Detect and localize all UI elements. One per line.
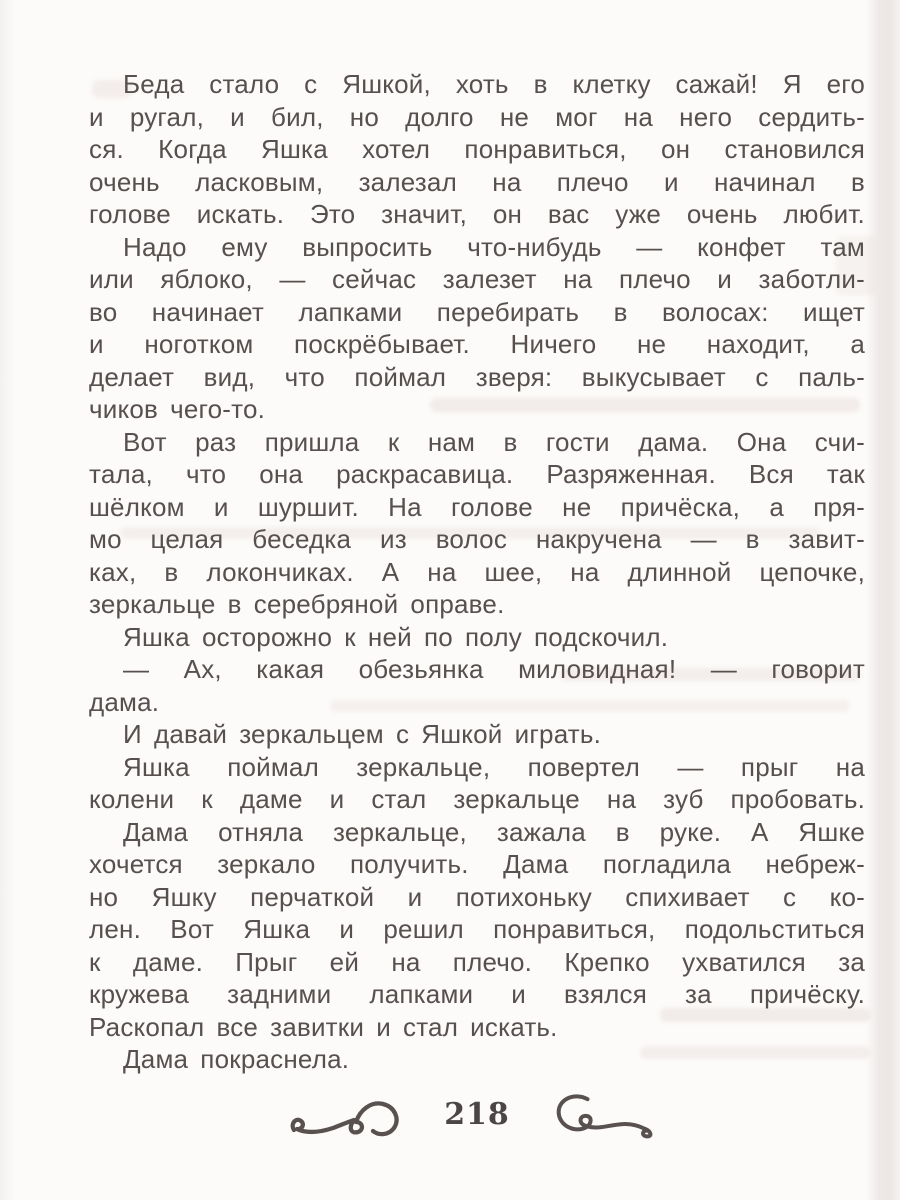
paragraph — [89, 426, 865, 621]
text-line: или яблоко, — сейчас залезет на плечо и заботли- — [89, 264, 865, 294]
text-line: лен. Вот Яшка и решил понравиться, подольститься — [89, 914, 865, 944]
text-line: дама. — [89, 686, 160, 717]
text-line: во начинает лапками перебирать в волосах: ищет — [89, 296, 865, 327]
paragraph — [89, 1043, 865, 1076]
text-line: зеркальце в серебряной оправе. — [89, 589, 505, 619]
paragraph — [89, 231, 865, 426]
paragraph — [89, 718, 865, 751]
text-line: Дама покраснела. — [123, 1044, 350, 1074]
text-block — [89, 68, 865, 1076]
text-line: и ругал, и бил, но долго не мог на него сердить- — [89, 101, 865, 132]
paragraph — [89, 751, 865, 816]
text-line: Раскопал все завитки и стал искать. — [89, 1011, 558, 1042]
paragraph — [89, 68, 865, 231]
text-line: шёлком и шуршит. На голове не причёска, а пря- — [89, 491, 865, 522]
text-line: ках, в локончиках. А на шее, на длинной цепочке, — [89, 556, 865, 587]
text-line: колени к даме и стал зеркальце на зуб пробовать. — [89, 784, 865, 814]
page-number: 218 — [444, 1096, 510, 1132]
text-line: Яшка осторожно к ней по полу подскочил. — [123, 621, 669, 652]
text-line: — Ах, какая обезьянка миловидная! — говорит — [123, 654, 865, 684]
paragraph — [89, 653, 865, 718]
paragraph — [89, 621, 865, 654]
text-line: Яшка поймал зеркальце, повертел — прыг на — [123, 751, 865, 782]
text-line: чиков чего-то. — [89, 394, 266, 424]
flourish-right-ornament — [548, 1088, 666, 1140]
text-line: тала, что она раскрасавица. Разряженная. Вся так — [89, 459, 865, 489]
text-line: хочется зеркало получить. Дама погладила небреж- — [89, 849, 865, 879]
page-footer — [89, 1086, 865, 1142]
scan-edge-left — [0, 0, 16, 1200]
paragraph — [89, 816, 865, 1044]
text-line: Надо ему выпросить что-нибудь — конфет там — [123, 231, 865, 262]
text-line: И давай зеркальцем с Яшкой играть. — [123, 719, 602, 749]
text-line: к даме. Прыг ей на плечо. Крепко ухватился за — [89, 946, 865, 977]
text-line: ся. Когда Яшка хотел понравиться, он становился — [89, 134, 865, 164]
flourish-left-ornament — [288, 1088, 406, 1140]
text-line: мо целая беседка из волос накручена — в завит- — [89, 524, 865, 554]
text-line: и ноготком поскрёбывает. Ничего не находит, а — [89, 329, 865, 359]
text-line: делает вид, что поймал зверя: выкусывает с паль- — [89, 361, 865, 392]
text-line: голове искать. Это значит, он вас уже очень любит. — [89, 199, 865, 229]
text-line: но Яшку перчаткой и потихоньку спихивает с ко- — [89, 881, 865, 912]
text-line: Дама отняла зеркальце, зажала в руке. А Яшке — [123, 816, 865, 847]
text-line: Вот раз пришла к нам в гости дама. Она счи- — [123, 426, 865, 457]
text-line: кружева задними лапками и взялся за причёску. — [89, 979, 865, 1009]
text-line: Беда стало с Яшкой, хоть в клетку сажай! Я его — [123, 69, 865, 99]
scan-edge-right — [866, 0, 900, 1200]
text-line: очень ласковым, залезал на плечо и начинал в — [89, 166, 865, 197]
